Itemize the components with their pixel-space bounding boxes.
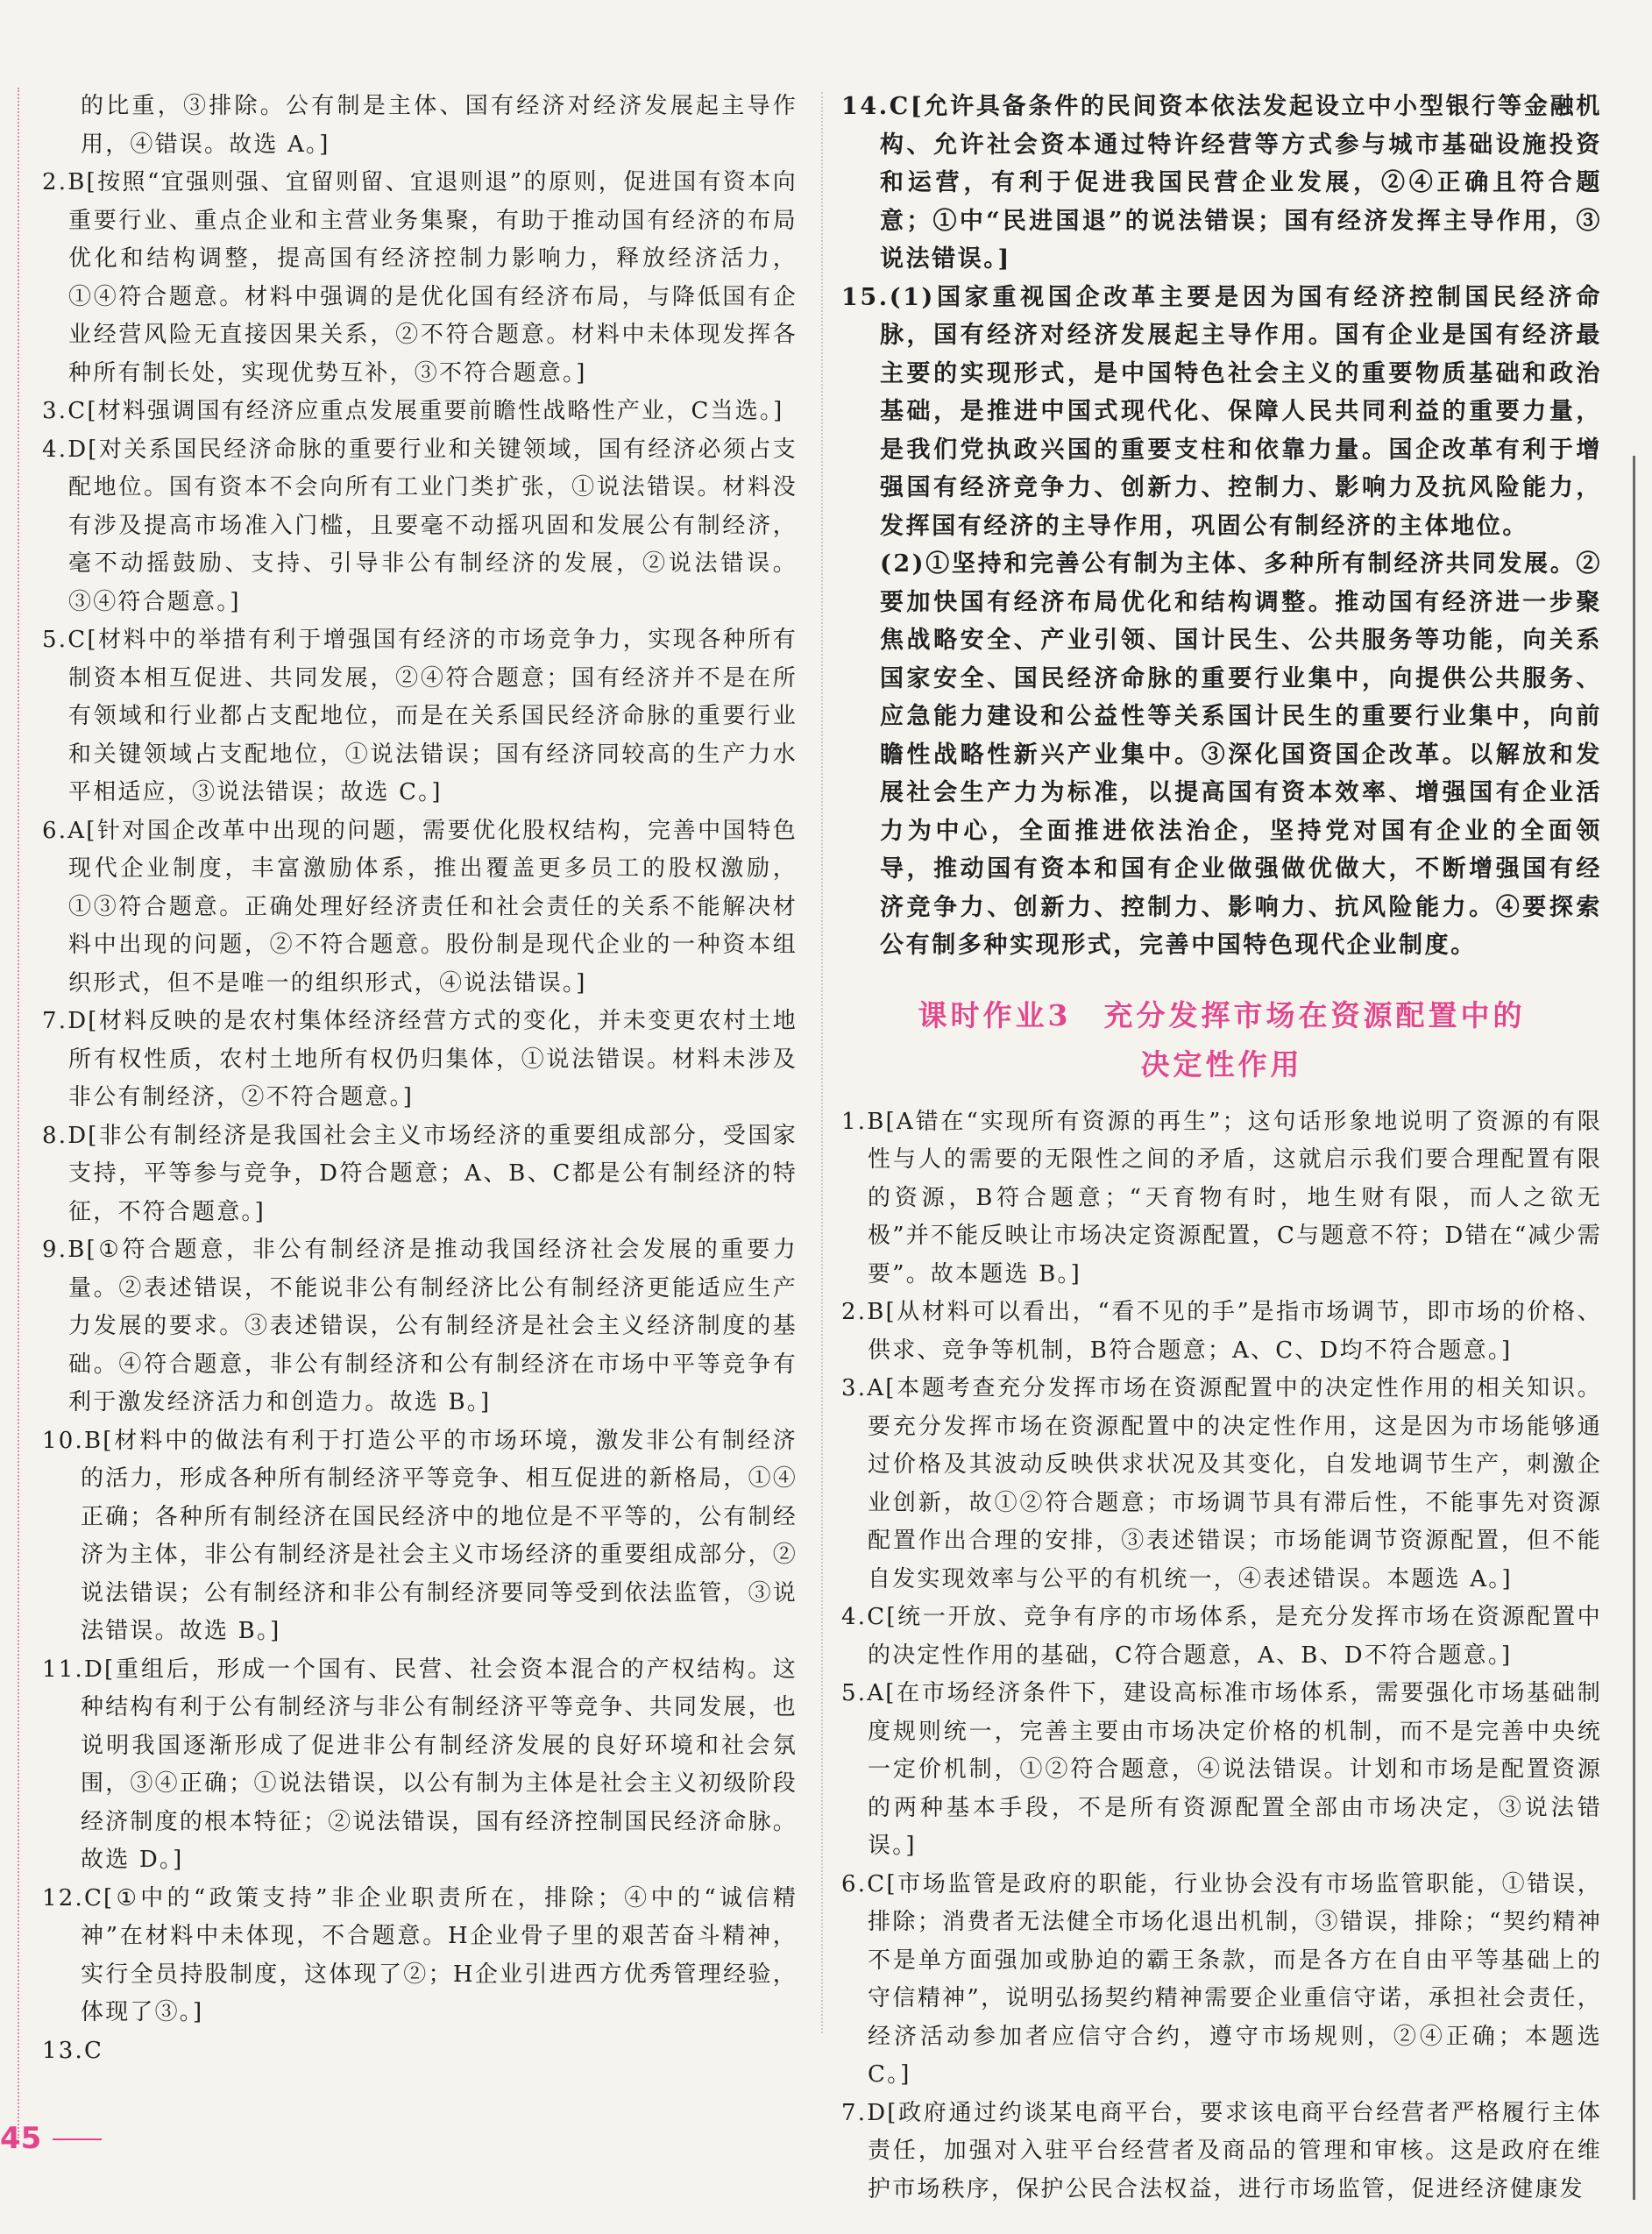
answer-item [42,88,798,164]
answer-label: 4.C [841,1604,887,1630]
answer-item [841,1294,1602,1370]
answer-label: 3.C [42,398,88,424]
answer-item [841,279,1602,546]
answer-text: [从材料可以看出，“看不见的手”是指市场调节，即市场的价格、供求、竞争等机制，B符合题意；A、C、D均不符合题意。] [868,1299,1602,1364]
answer-label: 12.C [42,1884,104,1911]
answer-label: 15.(1) [841,283,935,311]
answer-item [841,1675,1602,1866]
answer-text: [①符合题意，非公有制经济是推动我国经济社会发展的重要力量。②表述错误，不能说非公有制经济比公有制经济更能适应生产力发展的要求。③表述错误，公有制经济是社会主义经济制度的基础。④符合题意，非公有制经济和公有制经济在市场中平等竞争有利于激发经济活力和创造力。故选 B。] [68,1237,798,1415]
answer-item [841,1866,1602,2095]
answer-item [42,1651,798,1880]
answer-item [42,1003,798,1117]
answer-label: 10.B [42,1427,103,1454]
answer-label: 6.A [42,817,87,844]
answer-label: 9.B [42,1237,87,1263]
answer-text: [材料中的举措有利于增强国有经济的市场竞争力，实现各种所有制资本相互促进、共同发展，②④符合题意；国有经济并不是在所有领域和行业都占支配地位，而是在关系国民经济命脉的重要行业和关键领域占支配地位，①说法错误；国有经济同较高的生产力水平相适应，③说法错误；故选 C。] [68,627,798,805]
answer-label: 8.D [42,1122,89,1149]
answer-label: 11.D [42,1656,104,1683]
section-title-line1: 课时作业3 充分发挥市场在资源配置中的 [918,997,1526,1032]
right-top-answers [841,88,1602,965]
answer-item [42,393,798,431]
answer-text: [允许具备条件的民间资本依法发起设立中小型银行等金融机构、允许社会资本通过特许经营等方式参与城市基础设施投资和运营，有利于促进我国民营企业发展，②④正确且符合题意；①中“民进国退”的说法错误；国有经济发挥主导作用，③说法错误。] [880,93,1602,273]
answer-text: [统一开放、竞争有序的市场体系，是充分发挥市场在资源配置中的决定性作用的基础，C符合题意，A、B、D不符合题意。] [868,1604,1602,1669]
answer-text: [重组后，形成一个国有、民营、社会资本混合的产权结构。这种结构有利于公有制经济与非公有制经济平等竞争、共同发展，也说明我国逐渐形成了促进非公有制经济发展的良好环境和社会氛围，③④正确；①说法错误，以公有制为主体是社会主义初级阶段经济制度的根本特征；②说法错误，国有经济控制国民经济命脉。故选 D。] [81,1656,798,1873]
answer-label: 2.B [841,1299,886,1325]
answer-text: [针对国企改革中出现的问题，需要优化股权结构，完善中国特色现代企业制度，丰富激励体系，推出覆盖更多员工的股权激励，①③符合题意。正确处理好经济责任和社会责任的关系不能解决材料中出现的问题，②不符合题意。股份制是现代企业的一种资本组织形式，但不是唯一的组织形式，④说法错误。] [68,817,798,996]
page-number-dash [53,2138,102,2140]
answer-text: [①中的“政策支持”非企业职责所在，排除；④中的“诚信精神”在材料中未体现，不合题意。H企业骨子里的艰苦奋斗精神，实行全员持股制度，这体现了②；H企业引进西方优秀管理经验，体现了③。] [81,1884,798,2025]
answer-label: 6.C [841,1870,887,1897]
answer-text: 国家重视国企改革主要是因为国有经济控制国民经济命脉，国有经济对经济发展起主导作用。国有企业是国有经济最主要的实现形式，是中国特色社会主义的重要物质基础和政治基础，是推进中国式现代化、保障人民共同利益的重要力量，是我们党执政兴国的重要支柱和依靠力量。国企改革有利于增强国有经济竞争力、创新力、控制力、影响力及抗风险能力，发挥国有经济的主导作用，巩固公有制经济的主体地位。 [880,283,1602,540]
answer-text: [市场监管是政府的职能，行业协会没有市场监管职能，①错误，排除；消费者无法健全市场化退出机制，③错误，排除；“契约精神不是单方面强加或胁迫的霸王条款，而是各方在自由平等基础上的守信精神”，说明弘扬契约精神需要企业重信守诺，承担社会责任，经济活动参加者应信守合约，遵守市场规则，②④正确；本题选 C。] [868,1870,1602,2088]
answer-text: [材料强调国有经济应重点发展重要前瞻性战略性产业，C当选。] [87,398,784,424]
answer-item [42,2032,798,2071]
answer-text: [非公有制经济是我国社会主义市场经济的重要组成部分，受国家支持，平等参与竞争，D符合题意；A、B、C都是公有制经济的特征，不符合题意。] [68,1122,798,1225]
answer-item [42,812,798,1004]
right-column [841,88,1602,2209]
answer-item [42,164,798,393]
answer-text: [材料中的做法有利于打造公平的市场环境，激发非公有制经济的活力，形成各种所有制经济平等竞争、相互促进的新格局，①④正确；各种所有制经济在国民经济中的地位是不平等的，公有制经济为主体，非公有制经济是社会主义市场经济的重要组成部分，②说法错误；公有制经济和非公有制经济要同等受到依法监管，③说法错误。故选 B。] [81,1427,798,1644]
answer-item [841,545,1602,965]
answer-label: 1.B [841,1108,886,1135]
answer-item [42,1117,798,1232]
answer-text: [对关系国民经济命脉的重要行业和关键领域，国有经济必须占支配地位。国有资本不会向所有工业门类扩张，①说法错误。材料没有涉及提高市场准入门槛，且要毫不动摇巩固和发展公有制经济，毫不动摇鼓励、支持、引导非公有制经济的发展，②说法错误。③④符合题意。] [68,436,798,615]
answer-text: [材料反映的是农村集体经济经营方式的变化，并未变更农村土地所有权性质，农村土地所有权仍归集体，①说法错误。材料未涉及非公有制经济，②不符合题意。] [68,1008,798,1110]
answer-label: 14.C [841,93,911,120]
answer-label: 5.A [841,1680,886,1706]
section-title [841,991,1602,1089]
column-divider [821,92,823,2033]
answer-text: [本题考查充分发挥市场在资源配置中的决定性作用的相关知识。要充分发挥市场在资源配置中的决定性作用，这是因为市场能够通过价格及其波动反映供求状况及其变化，自发地调节生产，刺激企业创新，故①②符合题意；市场调节具有滞后性，不能事先对资源配置作出合理的安排，③表述错误；市场能调节资源配置，但不能自发实现效率与公平的有机统一，④表述错误。本题选 A。] [868,1375,1602,1592]
answer-text: 的比重，③排除。公有制是主体、国有经济对经济发展起主导作用，④错误。故选 A。] [81,93,798,158]
answer-item [42,1231,798,1422]
answer-item [841,1103,1602,1294]
answer-label: 2.B [42,169,87,195]
answer-item [42,1880,798,2032]
answer-label: 7.D [42,1008,89,1034]
answer-label: 13.C [42,2037,104,2064]
answer-text: [按照“宜强则强、宜留则留、宜退则退”的原则，促进国有资本向重要行业、重点企业和主营业务集聚，有助于推动国有经济的布局优化和结构调整，提高国有经济控制力影响力，释放经济活力，①④符合题意。材料中强调的是优化国有经济布局，与降低国有企业经营风险无直接因果关系，②不符合题意。材料中未体现发挥各种所有制长处，实现优势互补，③不符合题意。] [68,169,798,387]
answer-item [42,621,798,812]
answer-item [42,431,798,622]
binding-rule [1633,456,1635,2200]
answer-label: 5.C [42,627,88,653]
answer-item [841,1370,1602,1599]
answer-text: [政府通过约谈某电商平台，要求该电商平台经营者严格履行主体责任，加强对入驻平台经营者及商品的管理和审核。这是政府在维护市场秩序，保护公民合法权益，进行市场监管，促进经济健康发 [868,2099,1602,2202]
answer-label: 7.D [841,2099,888,2126]
margin-rule [18,88,19,2138]
answer-label: 4.D [42,436,89,463]
answer-item [841,2095,1602,2209]
left-column [42,88,798,2070]
answer-item [841,1599,1602,1675]
answer-item [841,88,1602,279]
page-number: 45 [0,2121,42,2156]
answer-text: [在市场经济条件下，建设高标准市场体系，需要强化市场基础制度规则统一，完善主要由市场决定价格的机制，而不是完善中央统一定价机制，①②符合题意，④说法错误。计划和市场是配置资源的两种基本手段，不是所有资源配置全部由市场决定，③说法错误。] [868,1680,1602,1859]
answer-text: [A错在“实现所有资源的再生”；这句话形象地说明了资源的有限性与人的需要的无限性之间的矛盾，这就启示我们要合理配置有限的资源，B符合题意；“天育物有时，地生财有限，而人之欲无极”并不能反映让市场决定资源配置，C与题意不符；D错在“减少需要”。故本题选 B。] [868,1108,1602,1287]
right-bottom-answers [841,1103,1602,2209]
answer-text: (2)①坚持和完善公有制为主体、多种所有制经济共同发展。②要加快国有经济布局优化和结构调整。推动国有经济进一步聚焦战略安全、产业引领、国计民生、公共服务等功能，向关系国家安全、国民经济命脉的重要行业集中，向提供公共服务、应急能力建设和公益性等关系国计民生的重要行业集中，向前瞻性战略性新兴产业集中。③深化国资国企改革。以解放和发展社会生产力为标准，以提高国有资本效率、增强国有企业活力为中心，全面推进依法治企，坚持党对国有企业的全面领导，推动国有资本和国有企业做强做优做大，不断增强国有经济竞争力、创新力、控制力、影响力、抗风险能力。④要探索公有制多种实现形式，完善中国特色现代企业制度。 [880,550,1602,959]
section-title-line2: 决定性作用 [1140,1046,1303,1082]
answer-label: 3.A [841,1375,886,1401]
answer-item [42,1422,798,1651]
